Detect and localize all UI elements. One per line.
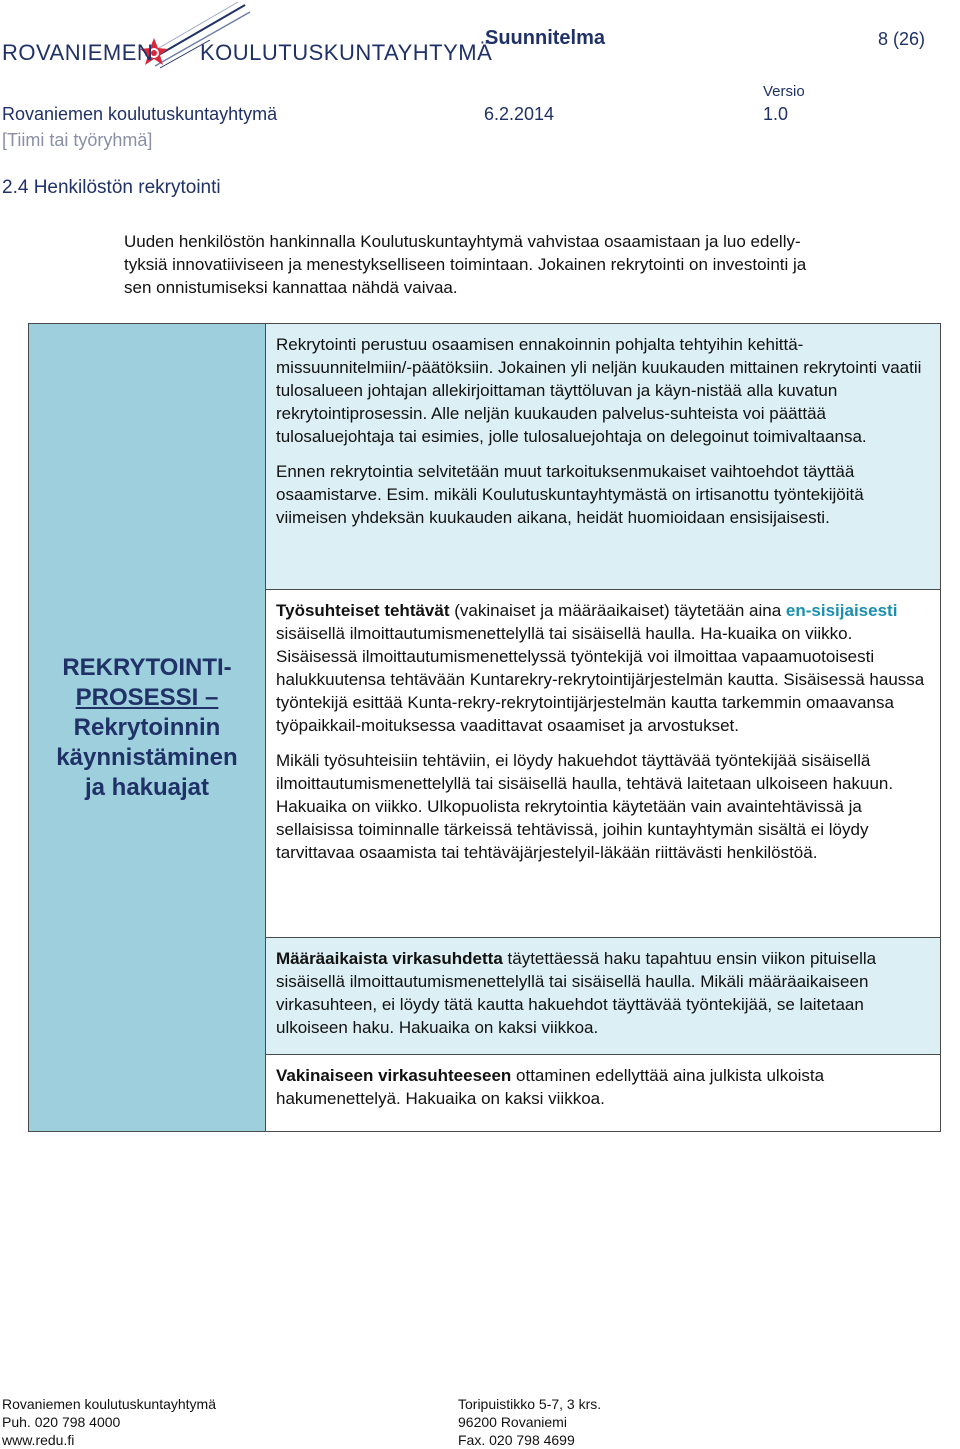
footer-address: Toripuistikko 5-7, 3 krs. — [458, 1396, 602, 1412]
footer-web-link[interactable]: www.redu.fi — [2, 1432, 75, 1448]
process-block-permanent-office — [266, 1055, 941, 1132]
process-title: REKRYTOINTI- PROSESSI – Rekrytoinnin käynnistäminen ja hakuajat — [56, 653, 238, 801]
footer-org: Rovaniemen koulutuskuntayhtymä — [2, 1396, 217, 1412]
block-paragraph: Työsuhteiset tehtävät (vakinaiset ja määräaikaiset) täytetään aina en-sisijaisesti sisäisellä ilmoittautumismenettelyllä tai sisäisellä haulla. Ha-kuaika on viikko. Sisäisessä ilmoittautumismenettelyssä työntekijä voi ilmoittaa vapaamuotoisesti halukkuutensa tehtävään Kuntarekry-rekrytointijärjestelmän kautta. Sisäisessä haussa työntekijä esittää Kunta-rekry-rekrytointijärjestelmän kautta tarkemmin omaavansa työpaikkail-moituksessa vaadittavat osaamiset ja arvostukset. — [276, 601, 925, 735]
organization-name: Rovaniemen koulutuskuntayhtymä — [2, 104, 278, 124]
logo-text-right: KOULUTUSKUNTAYHTYMÄ — [200, 40, 493, 65]
intro-line: tyksiä innovatiiviseen ja menestykselliseen toimintaan. Jokainen rekrytointi on investointi ja — [124, 255, 807, 274]
block-paragraph: Mikäli työsuhteisiin tehtäviin, ei löydy hakuehdot täyttävää työntekijää sisäisellä ilmoittautumismenettelyllä tai sisäisellä haulla, tehtävä laitetaan ulkoiseen hakuun. Hakuaika on viikko. Ulkopuolista rekrytointia käytetään vain avaintehtävissä ja sellaisissa toiminnalle tärkeissä tehtävissä, joihin kuntayhtymän sisältä ei löydy tarvittavaa osaamista tai tehtäväjärjestelyil-läkään riittävästi henkilöstöä. — [276, 751, 894, 862]
block-paragraph: Vakinaiseen virkasuhteeseen ottaminen edellyttää aina julkista ulkoista hakumenettelyä. Hakuaika on kaksi viikkoa. — [276, 1066, 825, 1108]
footer-phone: Puh. 020 798 4000 — [2, 1414, 121, 1430]
process-title-cell — [29, 324, 266, 1132]
intro-paragraph — [124, 230, 954, 299]
logo-text-left: ROVANIEMEN — [2, 40, 154, 65]
intro-line: Uuden henkilöstön hankinnalla Koulutuskuntayhtymä vahvistaa osaamistaan ja luo edelly- — [124, 232, 801, 251]
block-paragraph: Määräaikaista virkasuhdetta täytettäessä haku tapahtuu ensin viikon pituisella sisäisellä ilmoittautumismenettelyllä tai sisäisellä haulla. Mikäli määräaikaiseen virkasuhteen, ei löydy tätä kautta hakuehdot täyttävää työntekijää, se laitetaan ulkoiseen haku. Hakuaika on kaksi viikkoa. — [276, 949, 877, 1037]
block-paragraph: Ennen rekrytointia selvitetään muut tarkoituksenmukaiset vaihtoehdot täyttää osaamistarve. Esim. mikäli Koulutuskuntayhtymästä on irtisanottu työntekijöitä viimeisen yhdeksän kuukauden aikana, heidät huomioidaan ensisijaisesti. — [276, 462, 864, 527]
document-date: 6.2.2014 — [484, 104, 555, 124]
document-type: Suunnitelma — [485, 27, 606, 49]
logo — [0, 0, 493, 80]
team-placeholder: [Tiimi tai työryhmä] — [2, 130, 153, 150]
footer-left — [2, 1395, 216, 1449]
section-title: 2.4 Henkilöstön rekrytointi — [2, 177, 221, 198]
footer-fax: Fax. 020 798 4699 — [458, 1432, 575, 1448]
footer-right — [458, 1395, 601, 1449]
process-block-fixed-term-office — [266, 938, 941, 1055]
process-block-initiation — [266, 324, 941, 590]
process-block-employment — [266, 590, 941, 938]
page-number: 8 (26) — [878, 29, 926, 49]
block-paragraph: Rekrytointi perustuu osaamisen ennakoinnin pohjalta tehtyihin kehittä-missuunnitelmiin/-päätöksiin. Jokainen yli neljän kuukauden mittainen rekrytointi vaatii tulosalueen johtajan allekirjoittaman täyttöluvan ja käyn-nistää alla kuvatun rekrytointiprosessin. Alle neljän kuukauden palvelus-suhteista voi päättää tulosaluejohtaja tai esimies, jolle tulosaluejohtaja on delegoinut toimivaltaansa. — [276, 335, 922, 446]
recruitment-process-table — [28, 323, 941, 1132]
intro-line: sen onnistumiseksi kannattaa nähdä vaivaa. — [124, 278, 458, 297]
version-label: Versio — [763, 83, 805, 100]
footer-postal: 96200 Rovaniemi — [458, 1414, 567, 1430]
version-number: 1.0 — [763, 104, 789, 124]
